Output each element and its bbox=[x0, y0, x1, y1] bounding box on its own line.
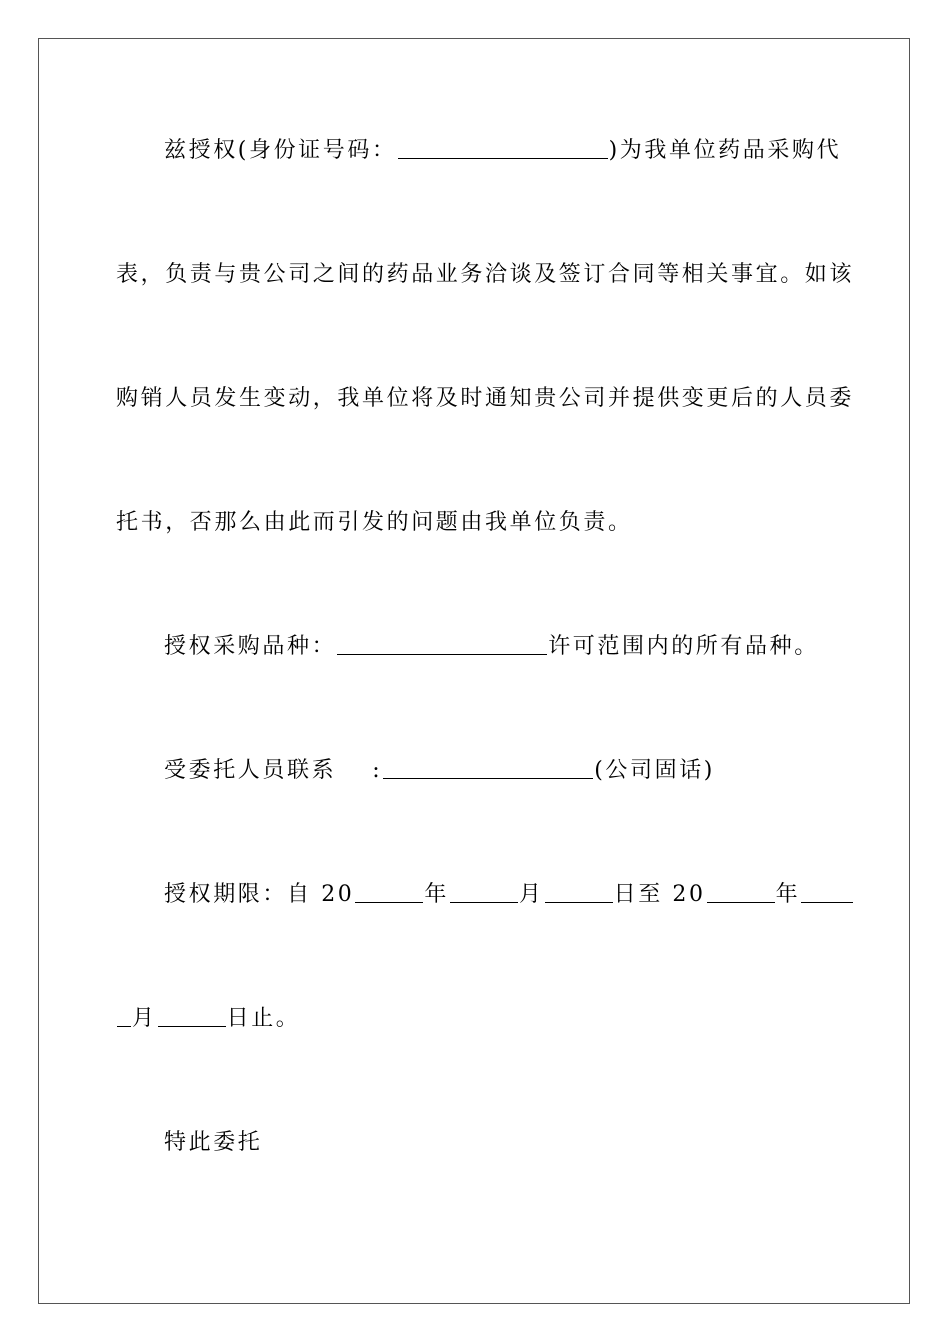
start-month-blank[interactable] bbox=[450, 882, 518, 903]
start-month-unit: 月 bbox=[519, 882, 544, 907]
period-label: 授权期限：自 20 bbox=[164, 882, 355, 907]
period-to: 日至 20 bbox=[613, 882, 706, 907]
authorization-period-line-1 bbox=[164, 880, 836, 910]
end-day-unit: 日止。 bbox=[226, 1006, 301, 1031]
paragraph-authorization-line-1 bbox=[164, 136, 842, 166]
purchase-scope-blank[interactable] bbox=[337, 634, 547, 655]
contact-suffix: (公司固话) bbox=[594, 758, 715, 783]
end-month-blank-part2[interactable] bbox=[117, 1006, 131, 1027]
end-month-unit: 月 bbox=[132, 1006, 157, 1031]
page-border bbox=[38, 38, 910, 1304]
contact-colon: : bbox=[372, 758, 383, 783]
end-year-unit: 年 bbox=[775, 882, 801, 907]
purchase-scope-label: 授权采购品种： bbox=[164, 634, 337, 659]
contact-phone-blank[interactable] bbox=[383, 758, 593, 779]
id-number-blank[interactable] bbox=[398, 138, 608, 159]
start-year-unit: 年 bbox=[424, 882, 449, 907]
end-day-blank[interactable] bbox=[158, 1006, 226, 1027]
authorization-period-line-2 bbox=[116, 1004, 836, 1034]
contact-label: 受委托人员联系 bbox=[164, 758, 337, 783]
purchase-scope-line bbox=[164, 632, 836, 662]
paragraph-authorization-line-3: 购销人员发生变动，我单位将及时通知贵公司并提供变更后的人员委 bbox=[116, 386, 855, 411]
start-day-blank[interactable] bbox=[545, 882, 613, 903]
end-year-blank[interactable] bbox=[707, 882, 775, 903]
authorization-role: )为我单位药品采购代 bbox=[608, 138, 842, 163]
start-year-blank[interactable] bbox=[355, 882, 423, 903]
authorization-intro: 兹授权(身份证号码： bbox=[164, 138, 397, 163]
paragraph-authorization-line-2: 表，负责与贵公司之间的药品业务洽谈及签订合同等相关事宜。如该 bbox=[116, 262, 855, 287]
end-month-blank-part1[interactable] bbox=[801, 882, 853, 903]
contact-line bbox=[164, 756, 836, 786]
closing-text: 特此委托 bbox=[164, 1130, 263, 1155]
purchase-scope-suffix: 许可范围内的所有品种。 bbox=[548, 634, 819, 659]
paragraph-authorization-line-4: 托书，否那么由此而引发的问题由我单位负责。 bbox=[116, 510, 633, 535]
